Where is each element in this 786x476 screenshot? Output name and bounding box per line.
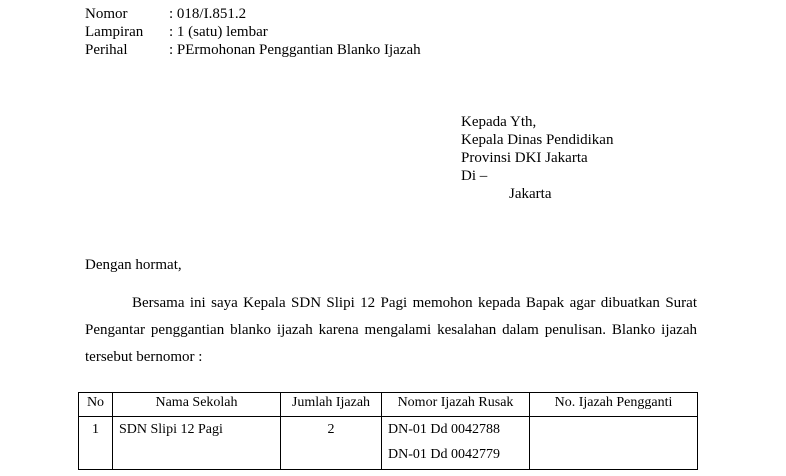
cell-no: 1 [79, 417, 113, 470]
nomor-rusak-2: DN-01 Dd 0042779 [388, 447, 500, 462]
cell-nomor-rusak [382, 417, 530, 470]
recipient-line-4: Di – [461, 168, 488, 184]
nomor-value: : 018/I.851.2 [169, 6, 247, 22]
lampiran-value: : 1 (satu) lembar [169, 24, 268, 40]
lampiran-label: Lampiran [85, 24, 144, 40]
recipient-city: Jakarta [509, 186, 552, 202]
body-paragraph: Bersama ini saya Kepala SDN Slipi 12 Pagi memohon kepada Bapak agar dibuatkan Surat Pengantar penggantian blanko ijazah karena mengalami kesalahan dalam penulisan. Blanko ijazah tersebut bernomor : [85, 295, 697, 365]
nomor-row [85, 5, 421, 23]
header-no: No [79, 393, 113, 417]
ijazah-table [78, 392, 698, 470]
letter-header [85, 5, 421, 59]
perihal-row [85, 41, 421, 59]
cell-nama-sekolah: SDN Slipi 12 Pagi [113, 417, 281, 470]
perihal-label: Perihal [85, 42, 128, 58]
recipient-block [461, 113, 613, 203]
perihal-value: : PErmohonan Penggantian Blanko Ijazah [169, 42, 421, 58]
cell-jumlah: 2 [281, 417, 382, 470]
table-header-row [79, 393, 698, 417]
cell-no-pengganti[interactable] [530, 417, 698, 470]
recipient-line-3: Provinsi DKI Jakarta [461, 150, 588, 166]
greeting: Dengan hormat, [85, 257, 182, 273]
recipient-line-2: Kepala Dinas Pendidikan [461, 132, 614, 148]
nomor-rusak-1: DN-01 Dd 0042788 [388, 422, 500, 437]
header-jumlah-ijazah: Jumlah Ijazah [281, 393, 382, 417]
header-no-pengganti: No. Ijazah Pengganti [530, 393, 698, 417]
header-nama-sekolah: Nama Sekolah [113, 393, 281, 417]
table-row [79, 417, 698, 470]
lampiran-row [85, 23, 421, 41]
recipient-line-1: Kepada Yth, [461, 114, 537, 130]
header-nomor-rusak: Nomor Ijazah Rusak [382, 393, 530, 417]
nomor-label: Nomor [85, 6, 128, 22]
